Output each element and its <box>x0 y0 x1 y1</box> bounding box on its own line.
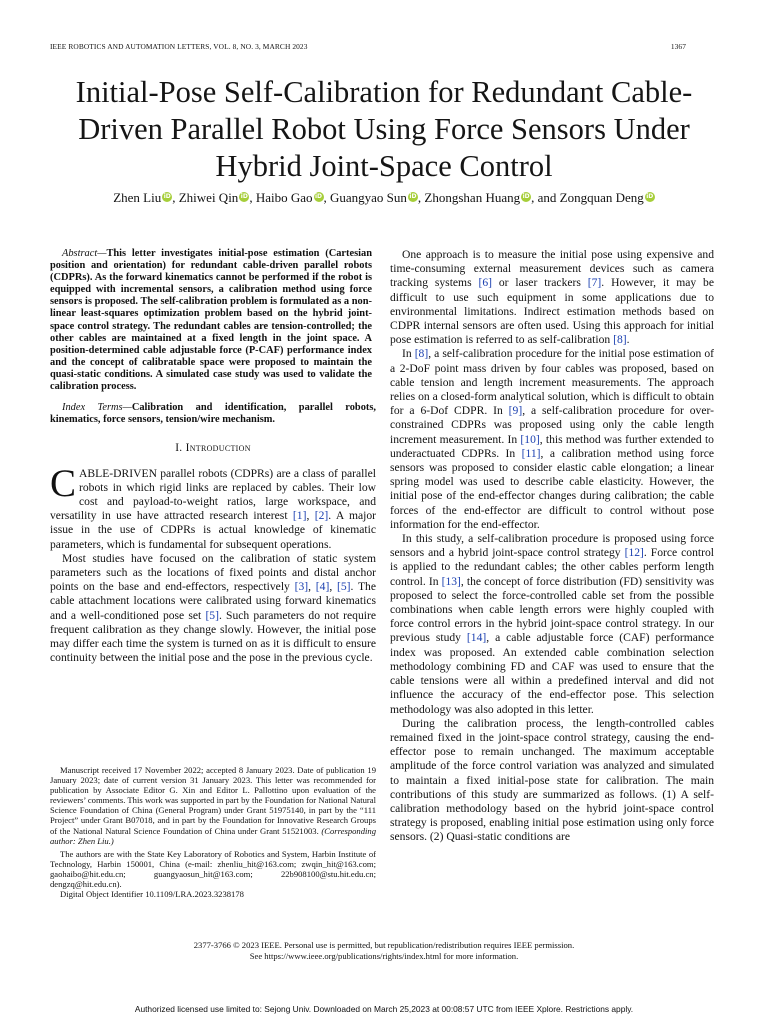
paragraph-text: , a cable adjustable force (CAF) performance index was proposed. An extended cable combination selection methodology combining FD and CAF was used to ensure that the cable tensions were all within a predefined interval and did not influence the accuracy of the end-effector pose. This selection methodology was also adopted in this letter. <box>390 631 714 716</box>
citation-link[interactable]: [8] <box>613 333 627 347</box>
paragraph-text: , <box>308 580 316 594</box>
index-terms-text: Calibration and identification, parallel robots, kinematics, force sensors, tension/wire mechanism. <box>50 402 376 426</box>
paragraph-text: . Force control is applied to the redundant cables; the other cables perform length control. In <box>390 546 715 588</box>
paragraph-text: , a self-calibration procedure for over-constrained CDPRs was proposed using only the cable length increment measurement. In <box>390 404 714 446</box>
citation-link[interactable]: [10] <box>520 432 540 446</box>
author-name: Zhongshan Huang <box>424 190 521 205</box>
right-paragraph-2 <box>390 347 714 532</box>
citation-link[interactable]: [8] <box>414 347 429 361</box>
paragraph-text: , a self-calibration procedure for the initial pose estimation of a 2-DoF point mass driven by four cables was proposed, based on cable tension and length increment measurements. The approach relies on a closed-form analytical solution, which is difficult to obtain for a 6-Dof CDPR. In <box>390 347 714 418</box>
running-header <box>50 42 686 56</box>
abstract-label: Abstract— <box>62 248 107 259</box>
paragraph-text: One approach is to measure the initial pose using expensive and time-consuming external measurement devices such as camera tracking systems <box>390 248 714 290</box>
paragraph-text: . The cable attachment locations were calibrated using forward kinematics and a well-conditioned pose set <box>50 580 376 622</box>
footnote-manuscript <box>50 765 376 846</box>
intro-paragraph-2 <box>50 552 376 666</box>
section-number: I. <box>175 442 186 455</box>
intro-paragraph-1 <box>50 461 376 552</box>
author-separator: , <box>323 190 330 205</box>
paragraph-text: , a calibration method using force sensors was proposed to consider elastic cable elongation; a linear spring model was used to describe cable elasticity. However, the initial pose of the end-effector changes during calibration; the cable forces of the end-effector are difficult to control without pose information for the end-effector. <box>390 446 714 531</box>
paragraph-text: . However, it may be difficult to use such equipment in some applications due to environmental limitations. Indirect estimation methods based on CDPR internal sensors are often used. Using this approach for initial pose estimation is referred to as self-calibration <box>390 276 714 347</box>
citation-link[interactable]: [6] <box>478 276 492 290</box>
left-column <box>50 248 376 665</box>
author-name: Guangyao Sun <box>330 190 407 205</box>
paper-title: Initial-Pose Self-Calibration for Redundant Cable-Driven Parallel Robot Using Force Sensors Under Hybrid Joint-Space Control <box>75 75 693 183</box>
right-paragraph-1 <box>390 248 714 347</box>
citation-link[interactable]: [3] <box>294 580 309 594</box>
orcid-icon[interactable]: iD <box>522 193 530 200</box>
orcid-icon[interactable]: iD <box>646 193 654 200</box>
right-column <box>390 248 714 845</box>
citation-link[interactable]: [12] <box>624 546 644 560</box>
paragraph-text: . A major issue in the use of CDPRs is actual knowledge of kinematic parameters, which is fundamental for subsequent operations. <box>50 509 376 551</box>
citation-link[interactable]: [1] <box>292 509 307 523</box>
paragraph-text: In <box>402 347 415 361</box>
index-terms <box>50 402 376 426</box>
footnote-text: Manuscript received 17 November 2022; accepted 8 January 2023. Date of publication 19 January 2023; date of current version 31 January 2023. This letter was recommended for publication by Associate Editor G. Xin and Editor L. Pallottino upon evaluation of the reviewers’ comments. This work was supported in part by the Foundation for National Natural Science Foundation of China (General Program) under Grant 51975140, in part by the “111 Project” under Grant B07018, and in part by the Foundation for Innovative Research Groups of the National Natural Science Foundation of China under Grant 51521003. <box>50 765 376 836</box>
orcid-icon[interactable]: iD <box>409 193 417 200</box>
author-list <box>40 190 728 206</box>
footnote-doi[interactable]: Digital Object Identifier 10.1109/LRA.2023.3238178 <box>60 889 244 900</box>
paragraph-text: , <box>329 580 337 594</box>
citation-link[interactable]: [11] <box>521 446 541 460</box>
author-separator: , and <box>531 190 560 205</box>
corresponding-author: (Corresponding author: Zhen Liu.) <box>50 825 376 846</box>
download-notice: Authorized licensed use limited to: Sejong Univ. Downloaded on March 25,2023 at 00:08:57 UTC from IEEE Xplore. Restrictions apply. <box>134 1004 634 1014</box>
paragraph-text: , <box>306 509 315 523</box>
paragraph-text: , the concept of force distribution (FD) sensitivity was proposed to select the force-controlled cable set from the possible combinations when cable length errors were highly coupled with force control errors in the hybrid joint-space control strategy. In our previous study <box>390 574 714 645</box>
footnote-affiliation: The authors are with the State Key Laboratory of Robotics and System, Harbin Institute of Technology, Harbin 150001, China (e-mail: zhenliu_hit@163.com; zwqin_hit@163.com; gaohaibo@hit.edu.cn; guangyaosun_hit@163.com; 22b908100@stu.hit.edu.cn; dengzq@hit.edu.cn). <box>50 848 376 890</box>
paragraph-text: . Such parameters do not require frequent calibration as they change slowly. However, the initial pose may differ each time the system is turned on as it is difficult to ensure continuity between the initial pose and the pose in the previous cycle. <box>50 608 376 665</box>
citation-link[interactable]: [14] <box>466 631 487 645</box>
copyright-line-2[interactable]: See https://www.ieee.org/publications/rights/index.html for more information. <box>249 951 519 961</box>
paragraph-text: . <box>626 333 630 347</box>
author-separator: , <box>249 190 256 205</box>
author-name: Zhiwei Qin <box>178 190 239 205</box>
footnotes <box>50 765 376 899</box>
citation-link[interactable]: [13] <box>441 574 461 588</box>
right-paragraph-4: During the calibration process, the length-controlled cables remained fixed in the joint-space control strategy, causing the end-effector pose to remain unchanged. The maximum acceptable amplitude of the force control variation was analyzed and simulated to maintain a fixed initial-pose state for calibration. The main contributions of this study are summarized as follows. (1) A self-calibration methodology based on the hybrid joint-space control strategy is proposed, enabling initial pose estimation using only force sensors. (2) Quasi-static conditions are <box>390 716 714 844</box>
drop-cap: C <box>50 461 77 505</box>
right-paragraph-3 <box>390 532 714 717</box>
paragraph-text: ABLE-DRIVEN parallel robots (CDPRs) are a class of parallel robots in which rigid links are replaced by cables. Their low cost and payload-to-weight ratios, large workspace, and versatility in use have attracted research interest <box>50 466 376 523</box>
citation-link[interactable]: [5] <box>336 580 351 594</box>
author-name: Zongquan Deng <box>559 190 644 205</box>
abstract-text: This letter investigates initial-pose estimation (Cartesian position and orientation) for redundant cable-driven parallel robots (CDPRs). As the forward kinematics cannot be performed if the robot is equipped with incremental sensors, a calibration method using force sensors is proposed. The self-calibration problem is formulated as a non-linear least-squares optimization problem based on the hybrid joint-space control strategy. The redundant cables are tension-controlled; the other cables are maintained at a fixed length in the joint space. A position-determined cable adjustable force (P-CAF) performance index and the concept of calibratable space were proposed to maintain the quasi-static conditions. A simulated case study was used to validate the calibration process. <box>50 248 372 393</box>
citation-link[interactable]: [9] <box>508 404 523 418</box>
orcid-icon[interactable]: iD <box>240 193 248 200</box>
page-number: 1367 <box>670 42 686 51</box>
author-separator: , <box>417 190 425 205</box>
author-name: Haibo Gao <box>255 190 313 205</box>
citation-link[interactable]: [4] <box>315 580 330 594</box>
index-terms-label: Index Terms— <box>62 402 132 414</box>
paragraph-text: In this study, a self-calibration procedure is proposed using force sensors and a hybrid joint-space control strategy <box>390 532 714 560</box>
paragraph-text: Most studies have focused on the calibration of static system parameters such as the locations of fixed points and distal anchor points on the base and end-effectors, respectively <box>50 551 376 594</box>
section-heading-introduction <box>50 441 376 455</box>
paragraph-text: , this method was further extended to underactuated CDPRs. In <box>390 432 714 460</box>
copyright-notice <box>60 940 708 962</box>
author-name: Zhen Liu <box>113 190 162 205</box>
citation-link[interactable]: [7] <box>587 276 602 290</box>
citation-link[interactable]: [5] <box>205 608 219 622</box>
section-title: Introduction <box>185 442 251 455</box>
orcid-icon[interactable]: iD <box>163 193 171 200</box>
journal-citation: IEEE ROBOTICS AND AUTOMATION LETTERS, VOL. 8, NO. 3, MARCH 2023 <box>50 42 308 51</box>
citation-link[interactable]: [2] <box>314 509 329 523</box>
paragraph-text: or laser trackers <box>492 276 588 290</box>
orcid-icon[interactable]: iD <box>314 193 323 200</box>
author-separator: , <box>172 190 179 205</box>
copyright-line-1: 2377-3766 © 2023 IEEE. Personal use is permitted, but republication/redistribution requires IEEE permission. <box>193 940 575 950</box>
abstract <box>50 248 376 393</box>
